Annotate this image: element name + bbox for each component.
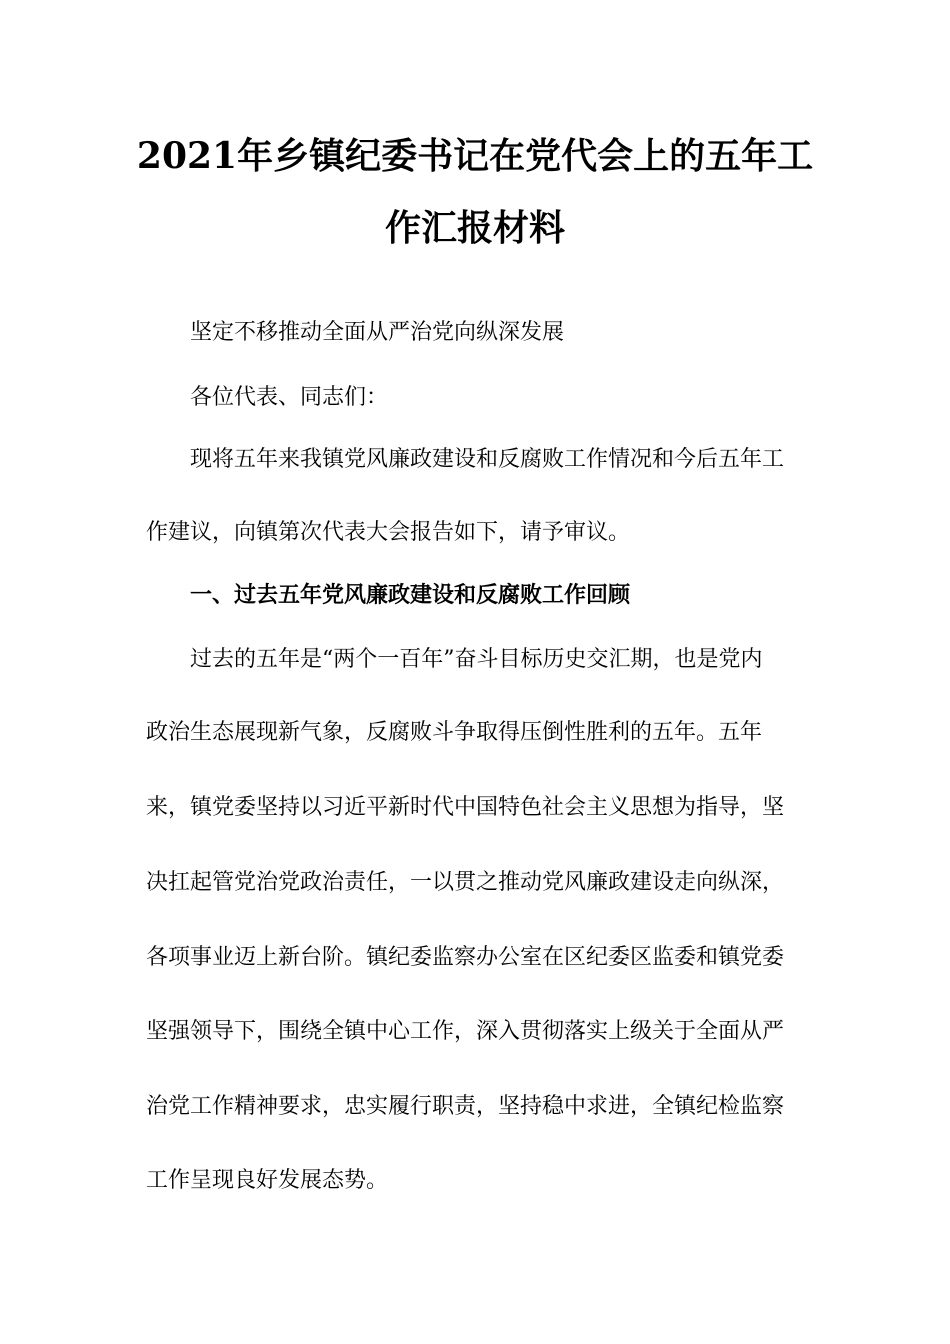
section-1-line-3: 来，镇党委坚持以习近平新时代中国特色社会主义思想为指导，坚 bbox=[146, 795, 785, 820]
section-1-line-1: 过去的五年是“两个一百年”奋斗目标历史交汇期，也是党内 bbox=[190, 647, 763, 672]
document-title-line-1: 2021年乡镇纪委书记在党代会上的五年工 bbox=[136, 135, 814, 177]
salutation: 各位代表、同志们： bbox=[190, 385, 389, 410]
section-1-line-2: 政治生态展现新气象，反腐败斗争取得压倒性胜利的五年。五年 bbox=[146, 720, 763, 745]
section-1-line-4: 决扛起管党治党政治责任，一以贯之推动党风廉政建设走向纵深， bbox=[146, 870, 785, 895]
document-title-line-2: 作汇报材料 bbox=[384, 207, 565, 249]
section-1-line-6: 坚强领导下，围绕全镇中心工作，深入贯彻落实上级关于全面从严 bbox=[146, 1019, 785, 1044]
intro-line-1: 现将五年来我镇党风廉政建设和反腐败工作情况和今后五年工 bbox=[190, 447, 785, 472]
document-subtitle: 坚定不移推动全面从严治党向纵深发展 bbox=[190, 320, 565, 345]
section-1-line-5: 各项事业迈上新台阶。镇纪委监察办公室在区纪委区监委和镇党委 bbox=[146, 945, 785, 970]
intro-line-2: 作建议，向镇第次代表大会报告如下，请予审议。 bbox=[146, 520, 631, 545]
section-1-heading: 一、过去五年党风廉政建设和反腐败工作回顾 bbox=[190, 582, 631, 608]
section-1-line-8: 工作呈现良好发展态势。 bbox=[146, 1168, 389, 1193]
section-1-line-7: 治党工作精神要求，忠实履行职责，坚持稳中求进，全镇纪检监察 bbox=[146, 1094, 785, 1119]
